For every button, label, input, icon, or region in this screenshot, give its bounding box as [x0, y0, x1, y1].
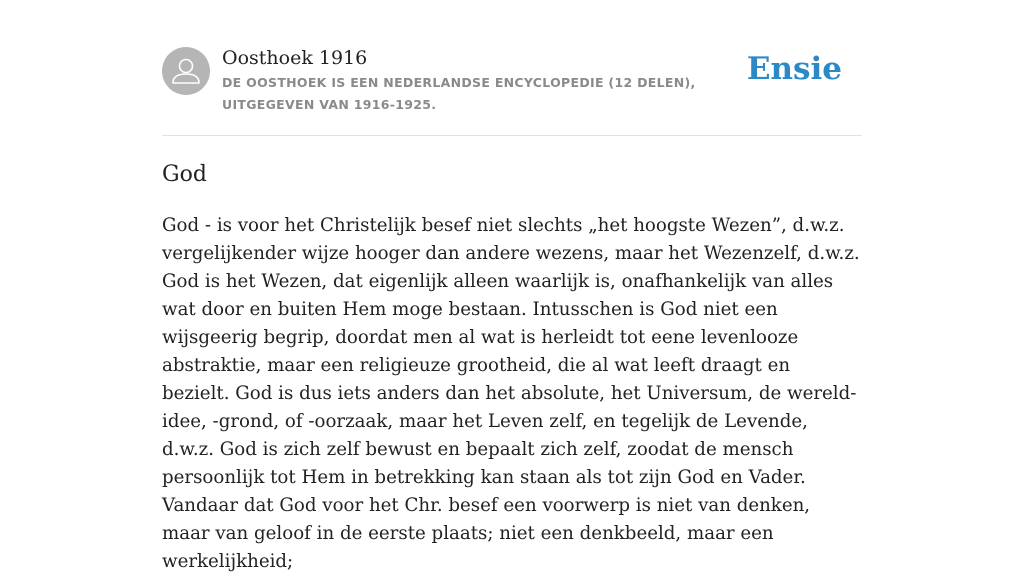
- source-title[interactable]: Oosthoek 1916: [222, 47, 368, 69]
- user-silhouette-icon: [162, 47, 210, 95]
- source-description: DE OOSTHOEK IS EEN NEDERLANDSE ENCYCLOPEDIE (12 DELEN), UITGEGEVEN VAN 1916-1925.: [222, 75, 696, 112]
- header-divider: [162, 135, 862, 136]
- source-avatar[interactable]: [162, 47, 210, 95]
- entry-title: God: [162, 162, 207, 187]
- ensie-logo[interactable]: Ensie: [746, 51, 842, 87]
- source-header: [162, 46, 862, 116]
- entry-body: God - is voor het Christelijk besef niet slechts „het hoogste Wezen”, d.w.z. vergelijkender wijze hooger dan andere wezens, maar het Wezenzelf, d.w.z. God is het Wezen, dat eigenlijk alleen waarlijk is, onafhankelijk van alles wat door en buiten Hem moge bestaan. Intusschen is God niet een wijsgeerig begrip, doordat men al wat is herleidt tot eene levenlooze abstraktie, maar een religieuze grootheid, die al wat leeft draagt en bezielt. God is dus iets anders dan het absolute, het Universum, de wereld-idee, -grond, of -oorzaak, maar het Leven zelf, en tegelijk de Levende, d.w.z. God is zich zelf bewust en bepaalt zich zelf, zoodat de mensch persoonlijk tot Hem in betrekking kan staan als tot zijn God en Vader. Vandaar dat God voor het Chr. besef een voorwerp is niet van denken, maar van geloof in de eerste plaats; niet een denkbeeld, maar een werkelijkheid;: [162, 215, 860, 572]
